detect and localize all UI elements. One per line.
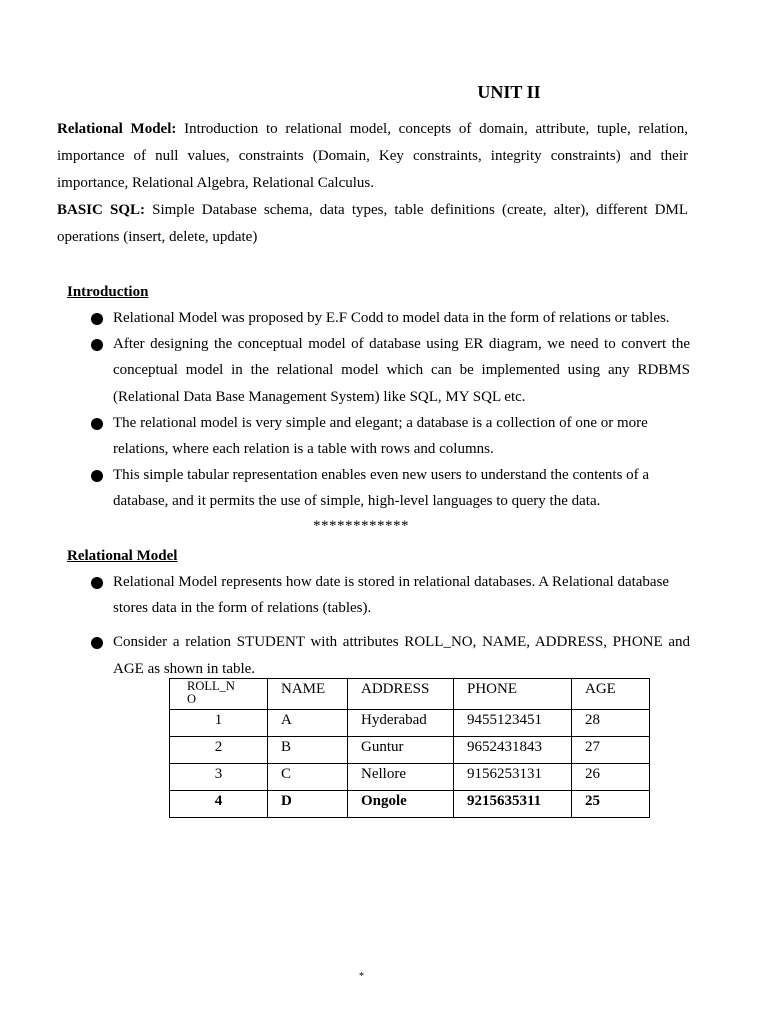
cell-roll-no: 4 bbox=[170, 791, 268, 818]
relational-model-bullet-1-text: Relational Model represents how date is stored in relational databases. A Relational database stores data in the form of relations (tables). bbox=[113, 574, 670, 617]
bullet-icon bbox=[91, 339, 103, 351]
cell-roll-no: 3 bbox=[170, 764, 268, 791]
introduction-bullet-4-text: This simple tabular representation enables even new users to understand the contents of a database, and it permits the use of simple, high-level languages to query the data. bbox=[113, 467, 650, 510]
table-row bbox=[170, 737, 650, 764]
header-roll-no bbox=[170, 679, 268, 710]
syllabus-relational-model-text: Introduction to relational model, concepts of domain, attribute, tuple, relation, importance of null values, constraints (Domain, Key constraints, integrity constraints) and their importance, Relational Algebra, Relational Calculus. bbox=[57, 121, 688, 191]
table-row bbox=[170, 710, 650, 737]
bullet-icon bbox=[91, 418, 103, 430]
syllabus-basic-sql-label: BASIC SQL: bbox=[57, 202, 145, 218]
table-row bbox=[170, 764, 650, 791]
bullet-icon bbox=[91, 637, 103, 649]
relational-model-bullet-2 bbox=[113, 629, 690, 681]
cell-roll-no: 1 bbox=[170, 710, 268, 737]
cell-address: Nellore bbox=[348, 764, 454, 791]
cell-address: Guntur bbox=[348, 737, 454, 764]
header-address: ADDRESS bbox=[348, 679, 454, 710]
header-roll-no-text: ROLL_NO bbox=[187, 679, 235, 706]
relational-model-heading: Relational Model bbox=[67, 548, 178, 564]
syllabus-basic-sql-text: Simple Database schema, data types, table definitions (create, alter), different DML operations (insert, delete, update) bbox=[57, 202, 689, 245]
introduction-bullet-1-text: Relational Model was proposed by E.F Codd to model data in the form of relations or tables. bbox=[113, 310, 670, 326]
cell-phone: 9455123451 bbox=[454, 710, 572, 737]
section-separator: ************ bbox=[313, 518, 409, 534]
syllabus-block bbox=[57, 116, 688, 251]
cell-age: 28 bbox=[572, 710, 650, 737]
introduction-heading: Introduction bbox=[67, 284, 149, 300]
unit-title: UNIT II bbox=[477, 82, 541, 102]
cell-age: 26 bbox=[572, 764, 650, 791]
cell-address: Ongole bbox=[348, 791, 454, 818]
relational-model-bullet-list bbox=[0, 569, 768, 682]
bullet-icon bbox=[91, 470, 103, 482]
introduction-bullet-1 bbox=[113, 305, 690, 331]
introduction-bullet-3-text: The relational model is very simple and elegant; a database is a collection of one or more relations, where each relation is a table with rows and columns. bbox=[113, 414, 648, 458]
bullet-icon bbox=[91, 313, 103, 325]
introduction-bullet-2-text: After designing the conceptual model of database using ER diagram, we need to convert the conceptual model in the relational model which can be implemented using any RDBMS (Relational Data Base Management System) like SQL, MY SQL etc. bbox=[113, 336, 690, 405]
introduction-bullet-2 bbox=[113, 331, 690, 410]
introduction-bullet-4 bbox=[113, 462, 658, 514]
cell-age: 27 bbox=[572, 737, 650, 764]
cell-name: A bbox=[268, 710, 348, 737]
student-table bbox=[169, 678, 650, 818]
syllabus-basic-sql bbox=[57, 197, 688, 251]
cell-age: 25 bbox=[572, 791, 650, 818]
introduction-bullet-3 bbox=[113, 410, 658, 462]
bullet-icon bbox=[91, 577, 103, 589]
cell-phone: 9652431843 bbox=[454, 737, 572, 764]
relational-model-bullet-1 bbox=[113, 569, 683, 621]
syllabus-relational-model bbox=[57, 116, 688, 197]
cell-address: Hyderabad bbox=[348, 710, 454, 737]
header-phone: PHONE bbox=[454, 679, 572, 710]
cell-phone: 9215635311 bbox=[454, 791, 572, 818]
table-row bbox=[170, 791, 650, 818]
cell-phone: 9156253131 bbox=[454, 764, 572, 791]
syllabus-relational-model-label: Relational Model: bbox=[57, 121, 177, 137]
cell-roll-no: 2 bbox=[170, 737, 268, 764]
cell-name: C bbox=[268, 764, 348, 791]
relational-model-bullet-2-text: Consider a relation STUDENT with attributes ROLL_NO, NAME, ADDRESS, PHONE and AGE as shown in table. bbox=[113, 634, 690, 677]
cell-name: D bbox=[268, 791, 348, 818]
cell-name: B bbox=[268, 737, 348, 764]
header-age: AGE bbox=[572, 679, 650, 710]
student-table-header-row bbox=[170, 679, 650, 710]
header-name: NAME bbox=[268, 679, 348, 710]
footer-mark: * bbox=[359, 971, 364, 982]
introduction-bullet-list bbox=[0, 305, 768, 515]
